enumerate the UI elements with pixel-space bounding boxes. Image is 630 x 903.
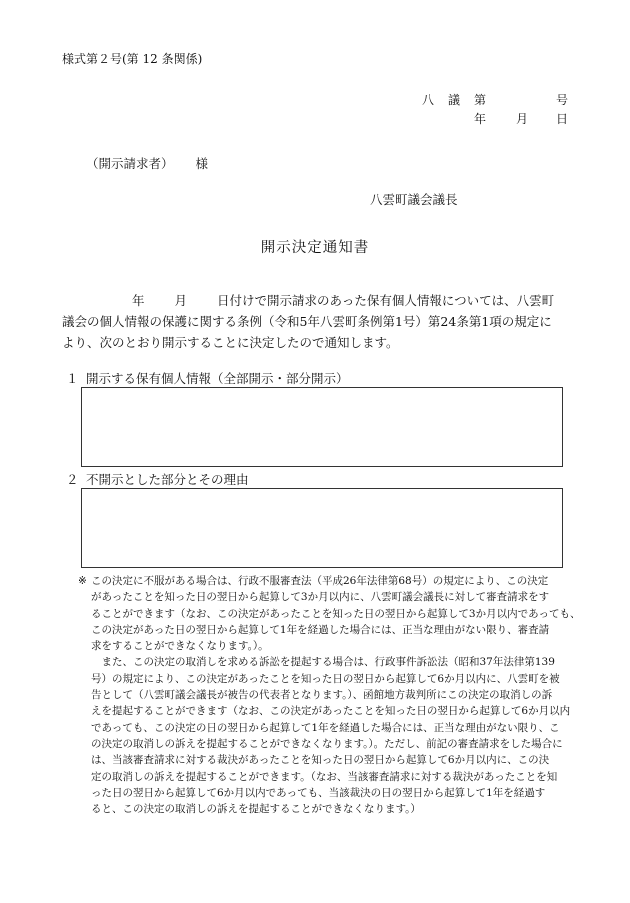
section-2-number: ２ [66, 472, 79, 487]
form-number: 様式第２号(第 12 条関係) [62, 52, 203, 66]
sender: 八雲町議会議長 [370, 192, 458, 207]
note-line: この決定があった日の翌日から起算して1年を経過した場合には、正当な理由がない限り、審査請 [91, 623, 550, 636]
section-1-number: １ [66, 371, 79, 386]
body-line-2: 議会の個人情報の保護に関する条例（令和5年八雲町条例第1号）第24条第1項の規定に [62, 314, 552, 329]
note-line: 告として（八雲町議会議長が被告の代表者となります。）、函館地方裁判所にこの決定の取消しの訴 [91, 689, 553, 702]
body-day: 日付けで開示請求のあった保有個人情報については、八雲町 [217, 293, 555, 308]
note-line: った日の翌日から起算して6か月以内であっても、当該裁決の日の翌日から起算して1年を経過す [91, 786, 546, 799]
body-year: 年 [132, 293, 145, 308]
doc-number-prefix: 八 [422, 93, 435, 107]
section-1-label: 開示する保有個人情報（全部開示・部分開示） [86, 371, 349, 386]
note-line: この決定に不服がある場合は、行政不服審査法（平成26年法律第68号）の規定により、この決定 [91, 575, 549, 587]
notes [78, 573, 581, 817]
section-1-input-box[interactable] [81, 387, 563, 467]
doc-number-third: 第 [474, 93, 487, 107]
section-1-heading [66, 369, 349, 387]
recipient-honorific: 様 [195, 156, 209, 171]
note-line: 求をすることができなくなります。）。 [91, 640, 269, 653]
note-paragraph-1 [91, 573, 580, 654]
body-month: 月 [174, 293, 188, 308]
recipient [86, 154, 208, 172]
note-line: ると、この決定の取消しの訴えを提起することができなくなります。） [91, 803, 421, 816]
note-line: の決定の取消しの訴えを提起することができなくなります。）。ただし、前記の審査請求をした場合に [91, 737, 563, 750]
doc-number-middle: 議 [448, 93, 461, 107]
note-line: 定の取消しの訴えを提起することができます。（なお、当該審査請求に対する裁決があったことを知 [91, 770, 558, 783]
note-line: は、当該審査請求に対する裁決があったことを知った日の翌日から起算して6か月以内に、この決 [91, 754, 550, 767]
note-line: ることができます（なお、この決定があったことを知った日の翌日から起算して3か月以内であっても、 [91, 607, 581, 620]
body-text [62, 290, 572, 353]
date-day: 日 [556, 112, 569, 126]
date-month: 月 [516, 112, 529, 126]
note-line: また、この決定の取消しを求める訴訟を提起する場合は、行政事件訴訟法（昭和37年法律第139 [91, 656, 555, 669]
note-line: 号）の規定により、この決定があったことを知った日の翌日から起算して6か月以内に、八雲町を被 [91, 672, 560, 685]
document-title: 開示決定通知書 [260, 240, 370, 256]
recipient-name: （開示請求者） [86, 156, 174, 171]
body-line-1 [62, 290, 572, 311]
note-paragraph-2 [91, 654, 580, 817]
note-line: であっても、この決定の日の翌日から起算して1年を経過した場合には、正当な理由がない限り、こ [91, 721, 560, 734]
note-mark: ※ [78, 575, 87, 587]
section-2-input-box[interactable] [81, 488, 563, 568]
section-2-heading [66, 470, 249, 488]
note-line: えを提起することができます（なお、この決定があったことを知った日の翌日から起算して6か月以内 [91, 705, 571, 718]
note-line: があったことを知った日の翌日から起算して3か月以内に、八雲町議会議長に対して審査請求をす [91, 591, 550, 604]
date-year: 年 [474, 112, 487, 126]
section-2-label: 不開示とした部分とその理由 [86, 472, 249, 487]
doc-number-suffix: 号 [556, 93, 569, 107]
body-line-3: より、次のとおり開示することに決定したので通知します。 [62, 335, 399, 350]
